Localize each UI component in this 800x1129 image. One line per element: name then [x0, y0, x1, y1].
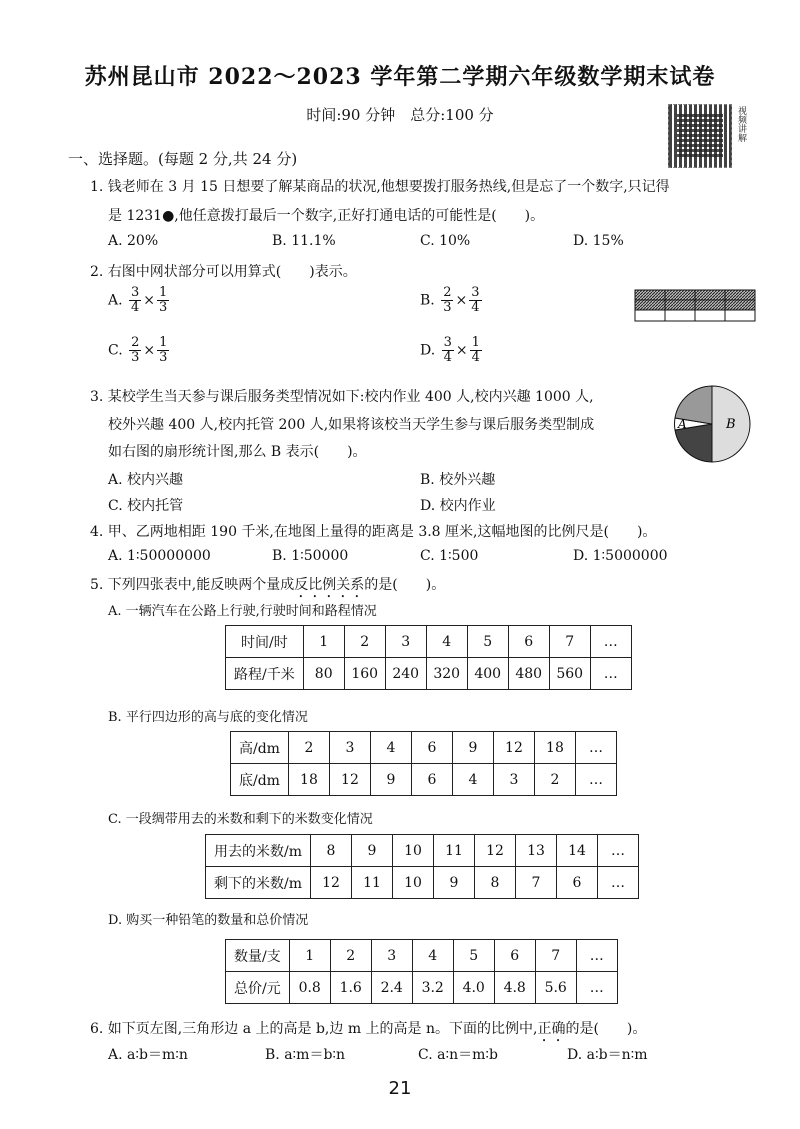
- table-cell: 5: [467, 626, 508, 658]
- denominator: 4: [471, 300, 480, 315]
- row-header: 高/dm: [231, 732, 289, 764]
- table-cell: 0.8: [289, 972, 330, 1004]
- q3-text: 如右图的扇形统计图,那么 B 表示( )。: [108, 444, 367, 460]
- table-cell: 2: [330, 940, 371, 972]
- table-cell: 1.6: [330, 972, 371, 1004]
- table-cell: 6: [508, 626, 549, 658]
- numerator: 1: [471, 335, 480, 350]
- row-header: 剩下的米数/m: [206, 867, 311, 899]
- exam-info: 时间:90 分钟 总分:100 分: [306, 106, 494, 124]
- table-cell: …: [590, 658, 631, 690]
- q2-option-a: [108, 286, 171, 315]
- table-cell: 4.0: [453, 972, 494, 1004]
- table-cell: 2: [534, 764, 575, 796]
- pie-chart: [672, 384, 752, 464]
- table-cell: 12: [493, 732, 534, 764]
- table-cell: 560: [549, 658, 590, 690]
- q3-text: 校外兴趣 400 人,校内托管 200 人,如果将该校当天学生参与课后服务类型制成: [108, 417, 595, 433]
- numerator: 2: [443, 285, 452, 300]
- table-cell: 4: [412, 940, 453, 972]
- q5-table-d: [225, 939, 618, 1004]
- table-cell: …: [598, 867, 639, 899]
- q5-text: [90, 574, 445, 601]
- table-cell: 6: [557, 867, 598, 899]
- q1-option-b: B. 11.1%: [272, 233, 336, 249]
- table-cell: 18: [534, 732, 575, 764]
- page-title: 苏州昆山市 2022～2023 学年第二学期六年级数学期末试卷: [84, 64, 716, 90]
- row-header: 总价/元: [226, 972, 290, 1004]
- q4-text: 4. 甲、乙两地相距 190 千米,在地图上量得的距离是 3.8 厘米,这幅地图的比例尺是( )。: [90, 524, 657, 540]
- table-cell: 13: [516, 835, 557, 867]
- table-cell: 7: [516, 867, 557, 899]
- table-cell: 10: [393, 835, 434, 867]
- q1-option-c: C. 10%: [420, 233, 471, 249]
- fraction: [469, 286, 481, 315]
- q4-option-d: D. 1∶5000000: [573, 548, 668, 564]
- table-cell: 9: [434, 867, 475, 899]
- table-row: [226, 972, 618, 1004]
- numerator: 3: [471, 285, 480, 300]
- table-cell: 400: [467, 658, 508, 690]
- table-cell: 9: [452, 732, 493, 764]
- q1-text: 是 1231●,他任意拨打最后一个数字,正好打通电话的可能性是( )。: [108, 208, 545, 224]
- table-cell: 6: [411, 732, 452, 764]
- q5-option-b-caption: B. 平行四边形的高与底的变化情况: [108, 710, 308, 725]
- table-cell: …: [576, 972, 617, 1004]
- table-row: [226, 658, 632, 690]
- denominator: 3: [159, 300, 168, 315]
- q6-option-a: A. a∶b＝m∶n: [108, 1047, 188, 1063]
- fraction: [441, 286, 453, 315]
- q3-option-a: A. 校内兴趣: [108, 472, 184, 488]
- q4-option-c: C. 1∶500: [420, 548, 479, 564]
- row-header: 数量/支: [226, 940, 290, 972]
- q2-option-b: [420, 286, 484, 315]
- table-cell: 5.6: [535, 972, 576, 1004]
- table-cell: 240: [385, 658, 426, 690]
- numerator: 3: [131, 285, 140, 300]
- fraction: [442, 336, 454, 365]
- q6-option-d: D. a∶b＝n∶m: [567, 1047, 648, 1063]
- denominator: 3: [131, 350, 140, 365]
- table-row: [231, 732, 617, 764]
- q6-text-pre: 6. 如下页左图,三角形边 a 上的高是 b,边 m 上的高是 n。下面的比例中,: [90, 1021, 538, 1037]
- option-label: D.: [420, 342, 436, 359]
- fraction: [129, 286, 141, 315]
- table-cell: …: [598, 835, 639, 867]
- table-cell: 1: [289, 940, 330, 972]
- q3-option-b: B. 校外兴趣: [420, 472, 496, 488]
- q1-option-a: A. 20%: [108, 233, 159, 249]
- q3-text: 3. 某校学生当天参与课后服务类型情况如下:校内作业 400 人,校内兴趣 1000 人,: [90, 389, 594, 405]
- numerator: 3: [443, 335, 452, 350]
- numerator: 1: [159, 285, 168, 300]
- table-cell: 3: [493, 764, 534, 796]
- row-header: 时间/时: [226, 626, 304, 658]
- q6-option-c: C. a∶n＝m∶b: [418, 1047, 499, 1063]
- table-cell: 3: [329, 732, 370, 764]
- table-cell: 12: [329, 764, 370, 796]
- times-sign: ×: [455, 342, 468, 359]
- table-cell: …: [575, 732, 616, 764]
- table-cell: 9: [352, 835, 393, 867]
- table-cell: 8: [311, 835, 352, 867]
- pie-label-b: B: [726, 417, 736, 432]
- table-cell: 80: [303, 658, 344, 690]
- table-cell: 3: [371, 940, 412, 972]
- q3-option-c: C. 校内托管: [108, 498, 184, 514]
- table-cell: 3.2: [412, 972, 453, 1004]
- q5-text-pre: 5. 下列四张表中,能反映两个量成: [90, 577, 295, 593]
- page-number: 21: [388, 1078, 412, 1099]
- numerator: 2: [131, 335, 140, 350]
- table-row: [206, 867, 639, 899]
- table-cell: …: [590, 626, 631, 658]
- row-header: 用去的米数/m: [206, 835, 311, 867]
- q5-option-d-caption: D. 购买一种铅笔的数量和总价情况: [108, 913, 309, 928]
- row-header: 路程/千米: [226, 658, 304, 690]
- table-cell: 8: [475, 867, 516, 899]
- table-cell: …: [576, 940, 617, 972]
- q6-option-b: B. a∶m＝b∶n: [265, 1047, 346, 1063]
- table-cell: 4: [370, 732, 411, 764]
- table-cell: 11: [434, 835, 475, 867]
- table-cell: 320: [426, 658, 467, 690]
- times-sign: ×: [143, 292, 156, 309]
- times-sign: ×: [455, 292, 468, 309]
- denominator: 3: [443, 300, 452, 315]
- table-cell: 18: [288, 764, 329, 796]
- q5-table-a: [225, 625, 632, 690]
- q5-text-post: 的是( )。: [364, 577, 446, 593]
- q2-text: 2. 右图中网状部分可以用算式( )表示。: [90, 264, 357, 280]
- table-cell: 2.4: [371, 972, 412, 1004]
- table-cell: 9: [370, 764, 411, 796]
- table-row: [206, 835, 639, 867]
- denominator: 4: [131, 300, 140, 315]
- table-cell: 6: [494, 940, 535, 972]
- q4-option-a: A. 1∶50000000: [108, 548, 211, 564]
- option-label: C.: [108, 342, 123, 359]
- qr-code-icon: [668, 104, 732, 168]
- table-cell: 4.8: [494, 972, 535, 1004]
- table-cell: 5: [453, 940, 494, 972]
- table-cell: 10: [393, 867, 434, 899]
- option-label: A.: [108, 292, 123, 309]
- fraction: [129, 336, 141, 365]
- table-cell: 11: [352, 867, 393, 899]
- q5-emphasis: 反比例关系: [294, 577, 365, 593]
- q6-text-post: 的是( )。: [565, 1021, 647, 1037]
- q2-option-d: [420, 336, 484, 365]
- table-cell: 7: [535, 940, 576, 972]
- times-sign: ×: [143, 342, 156, 359]
- table-cell: …: [575, 764, 616, 796]
- denominator: 3: [159, 350, 168, 365]
- table-row: [231, 764, 617, 796]
- table-cell: 12: [475, 835, 516, 867]
- row-header: 底/dm: [231, 764, 289, 796]
- pie-label-a: A: [678, 417, 687, 431]
- fraction: [470, 336, 482, 365]
- q3-option-d: D. 校内作业: [420, 498, 496, 514]
- table-cell: 4: [452, 764, 493, 796]
- table-cell: 7: [549, 626, 590, 658]
- table-row: [226, 626, 632, 658]
- denominator: 4: [443, 350, 452, 365]
- table-cell: 2: [288, 732, 329, 764]
- q4-option-b: B. 1∶50000: [272, 548, 349, 564]
- qr-label: 视频讲解: [736, 106, 746, 142]
- table-cell: 160: [344, 658, 385, 690]
- section-heading: 一、选择题。(每题 2 分,共 24 分): [68, 150, 298, 168]
- option-label: B.: [420, 292, 435, 309]
- q1-text: 1. 钱老师在 3 月 15 日想要了解某商品的状况,他想要拨打服务热线,但是忘了一个数字,只记得: [90, 179, 670, 195]
- fraction: [157, 286, 169, 315]
- q5-table-b: [230, 731, 617, 796]
- table-cell: 3: [385, 626, 426, 658]
- q2-option-c: [108, 336, 171, 365]
- q1-option-d: D. 15%: [573, 233, 624, 249]
- table-row: [226, 940, 618, 972]
- numerator: 1: [159, 335, 168, 350]
- q5-table-c: [205, 834, 639, 899]
- table-cell: 12: [311, 867, 352, 899]
- denominator: 4: [471, 350, 480, 365]
- table-cell: 2: [344, 626, 385, 658]
- q6-text: [90, 1018, 646, 1045]
- table-cell: 14: [557, 835, 598, 867]
- grid-figure: [634, 289, 756, 322]
- q5-option-a-caption: A. 一辆汽车在公路上行驶,行驶时间和路程情况: [108, 604, 377, 619]
- table-cell: 1: [303, 626, 344, 658]
- table-cell: 480: [508, 658, 549, 690]
- q5-option-c-caption: C. 一段绸带用去的米数和剩下的米数变化情况: [108, 812, 373, 827]
- fraction: [157, 336, 169, 365]
- table-cell: 6: [411, 764, 452, 796]
- table-cell: 4: [426, 626, 467, 658]
- q6-emphasis: 正确: [537, 1021, 566, 1037]
